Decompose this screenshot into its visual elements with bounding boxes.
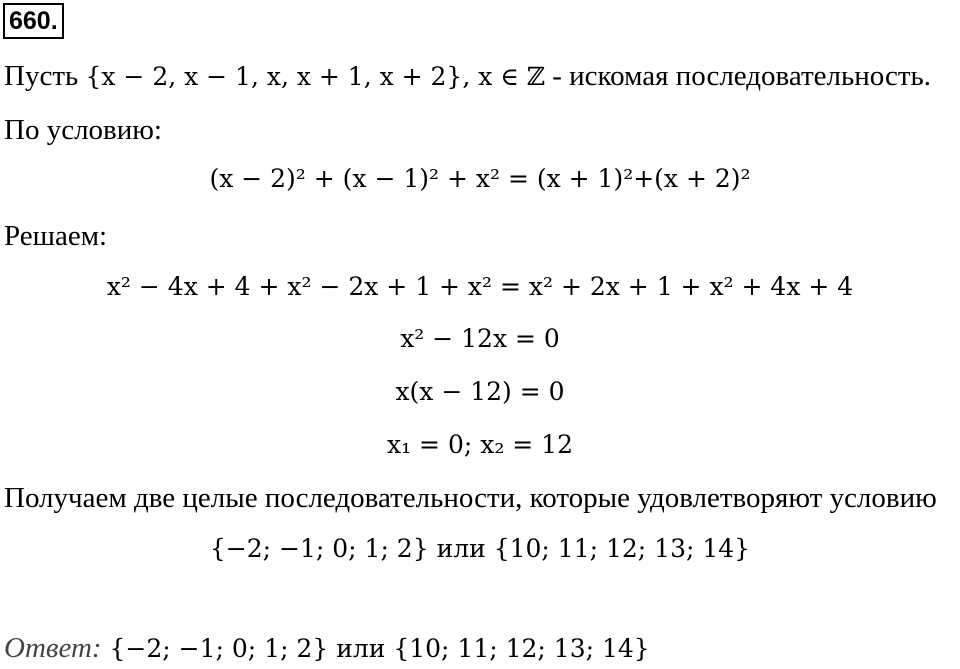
problem-number: 660. <box>3 3 64 39</box>
condition-label: По условию: <box>4 114 162 146</box>
result-sets: {−2; −1; 0; 1; 2} или {10; 11; 12; 13; 14} <box>209 534 751 563</box>
solve-label: Решаем: <box>4 220 108 252</box>
intro-prefix: Пусть <box>4 60 86 92</box>
step-1: x² − 4x + 4 + x² − 2x + 1 + x² = x² + 2x + 1 + x² + 4x + 4 <box>106 272 854 301</box>
answer-label: Ответ: <box>4 632 102 664</box>
step-3: x(x − 12) = 0 <box>395 377 565 406</box>
answer-value: {−2; −1; 0; 1; 2} или {10; 11; 12; 13; 14} <box>109 634 650 663</box>
step-4: x₁ = 0; x₂ = 12 <box>386 430 573 459</box>
step-2: x² − 12x = 0 <box>400 324 560 353</box>
answer-line <box>4 632 650 665</box>
result-text: Получаем две целые последовательности, которые удовлетворяют условию <box>4 482 937 514</box>
intro-line <box>4 60 931 93</box>
intro-suffix: - искомая последовательность. <box>544 60 931 92</box>
main-equation: (x − 2)² + (x − 1)² + x² = (x + 1)²+(x + 2)² <box>209 164 751 193</box>
intro-set: {x − 2, x − 1, x, x + 1, x + 2}, x ∈ ℤ <box>85 62 545 91</box>
